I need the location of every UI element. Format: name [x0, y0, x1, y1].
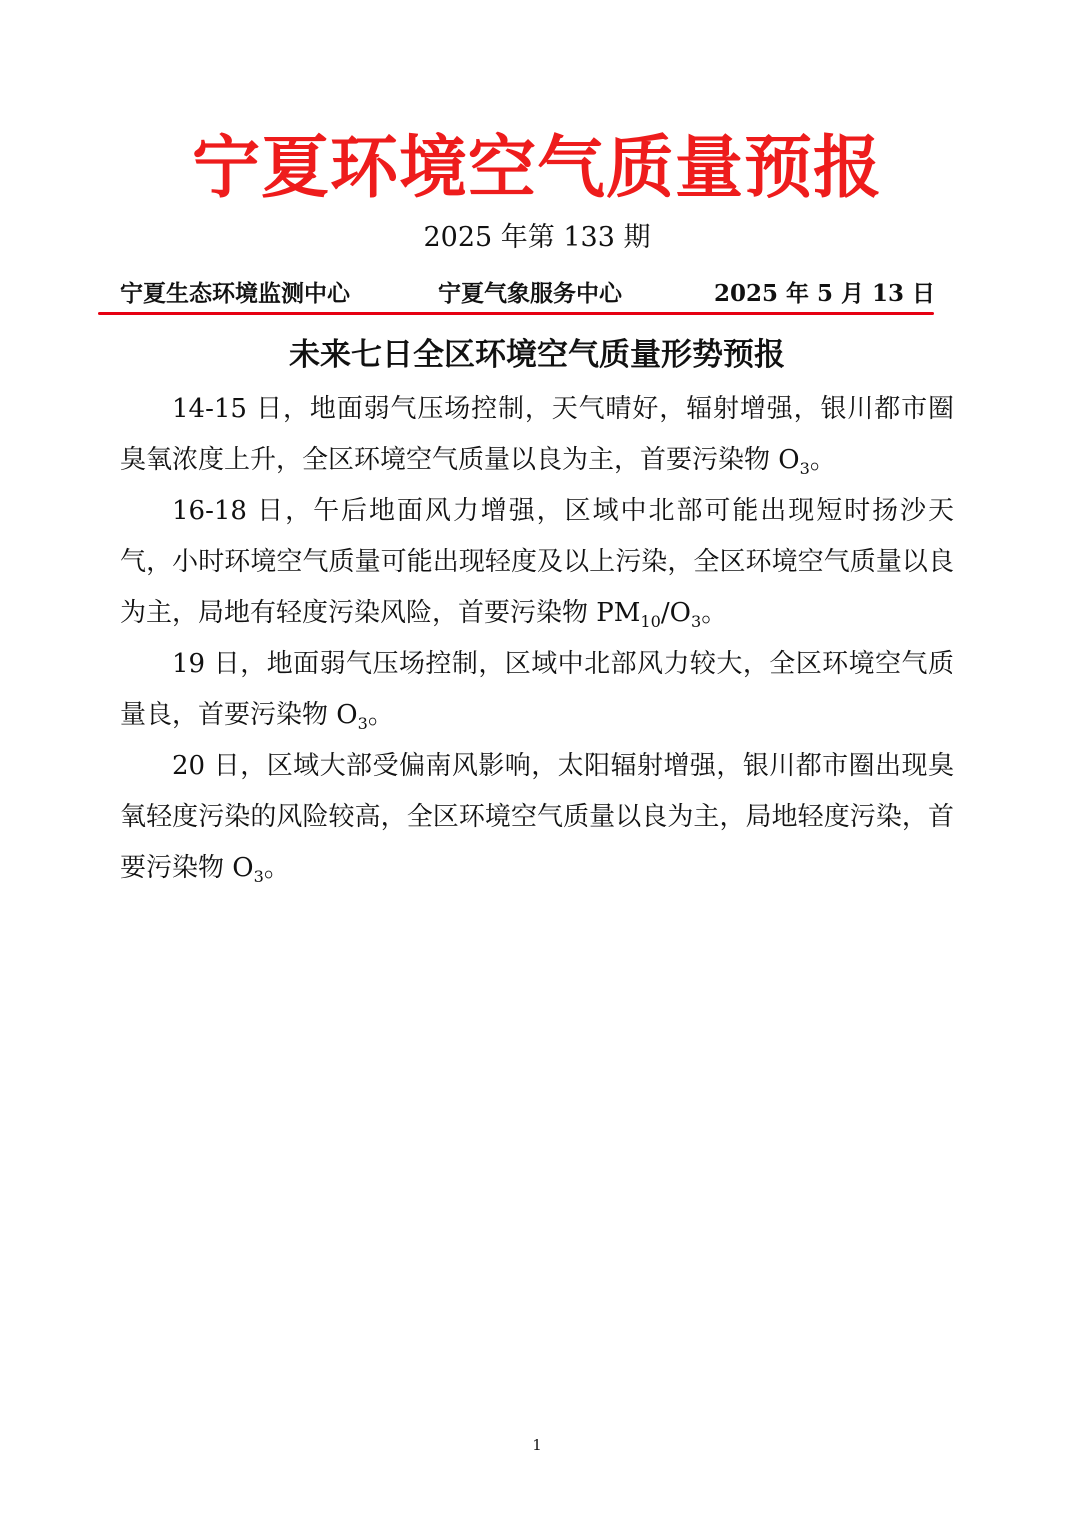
masthead-title: 宁夏环境空气质量预报 — [191, 128, 882, 208]
issue-number: 2025 年第 133 期 — [423, 222, 651, 253]
forecast-paragraph: 19 日，地面弱气压场控制，区域中北部风力较大，全区环境空气质量良，首要污染物 $O_3$。 — [120, 649, 954, 734]
publisher-monitoring-center: 宁夏生态环境监测中心 — [120, 280, 350, 307]
publisher-row — [120, 277, 935, 311]
forecast-paragraph: 20 日，区域大部受偏南风影响，太阳辐射增强，银川都市圈出现臭氧轻度污染的风险较高，全区环境空气质量以良为主，局地轻度污染，首要污染物 $O_3$。 — [120, 751, 954, 887]
publisher-meteorological-center: 宁夏气象服务中心 — [438, 280, 622, 307]
publish-date: 2025 年 5 月 13 日 — [713, 280, 935, 307]
forecast-body — [120, 384, 954, 894]
forecast-paragraph: 14-15 日，地面弱气压场控制，天气晴好，辐射增强，银川都市圈臭氧浓度上升，全区环境空气质量以良为主，首要污染物 $O_3$。 — [120, 394, 954, 479]
red-divider-line — [98, 312, 934, 315]
page-number: 1 — [532, 1436, 542, 1454]
section-title: 未来七日全区环境空气质量形势预报 — [289, 337, 785, 373]
forecast-paragraph: 16-18 日，午后地面风力增强，区域中北部可能出现短时扬沙天气，小时环境空气质量可能出现轻度及以上污染，全区环境空气质量以良为主，局地有轻度污染风险，首要污染物 $PM_{10}/O_3$。 — [120, 496, 954, 632]
